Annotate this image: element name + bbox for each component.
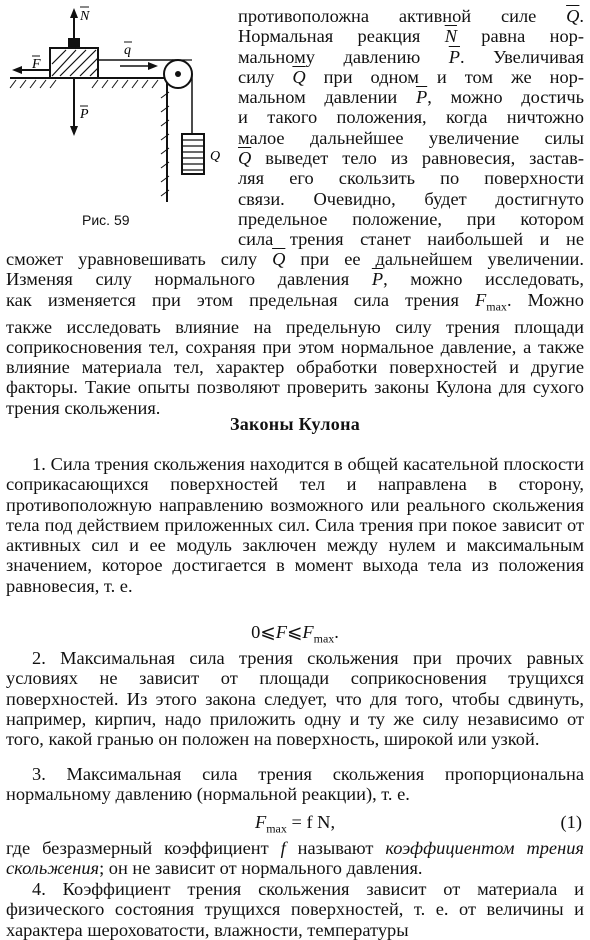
label-f: F — [32, 57, 41, 72]
formula-1: $0⩽F⩽F_{max}$. — [251, 622, 339, 646]
law-3-after: где безразмерный коэффициент f называют коэффициентом трения скольжения; он не зависит от нормального давления. — [6, 838, 584, 879]
figure-caption: Рис. 59 — [82, 212, 130, 228]
section-heading: Законы Кулона — [229, 414, 361, 434]
formula-2: $F_{max} = f$ N, — [254, 812, 336, 836]
formula-2-number: (1) — [560, 812, 582, 832]
label-q-weight: Q — [210, 149, 221, 164]
surface-hatch — [10, 80, 169, 196]
weight-arrowhead — [70, 126, 78, 136]
friction-figure — [2, 2, 227, 208]
label-n: N — [80, 9, 90, 24]
friction-arrowhead — [12, 66, 22, 74]
law-4: 4. Коэффициент трения скольжения зависит от материала и физического состояния трущихся поверхностей, т. е. от величины и характера шероховатости, влажности, температуры — [6, 879, 584, 940]
law-2: 2. Максимальная сила трения скольжения при прочих равных условиях не зависит от площади соприкосновения трущихся поверхностей. Из этого закона следует, что для того, чтобы сдвинуть, например, кирпич, надо приложить одну и ту же силу независимо от того, какой гранью он положен на поверхность, широкой или узкой. — [6, 648, 584, 750]
para-1-rest: сможет уравновешивать силу $\overline{Q}$ при ее дальнейшем увеличении. Изменяя силу нормального давления $\overline{P}$, можно исследовать, как изменяется при этом предельная сила трения $F_{max}$. Можно также исследовать влияние на предельную силу трения площади соприкосновения тел, сохраняя при этом нормальное давление, а также влияние материала тел, характер обработки поверхностей и другие факторы. Такие опыты позволяют проверить законы Кулона для сухого трения скольжения. — [6, 249, 585, 418]
label-p: P — [80, 107, 89, 122]
law-1: 1. Сила трения скольжения находится в общей касательной плоскости соприкасающихся поверхностей тел и направлена в сторону, противоположную направлению возможного или реального скольжения тела под действием приложенных сил. Сила трения при покое зависит от активных сил и ее модуль заключен между нулем и максимальным значением, которое достигается в момент выхода тела из положения равновесия, т. е. — [6, 454, 584, 596]
label-q: q — [124, 43, 131, 58]
wrap-text: противоположна активной силе $\overline{Q}$. Нормальная реакция $\overline{N}$ равна нор- мальному давлению $\overline{P}$. Увеличивая силу $\overline{Q}$ при одном и том же нор- мальном давлении $\overline{P}$, можно достичь и такого положения, когда ничтожно малое дальнейшее увеличение силы $\overline{Q}$ выведет тело из равновесия, застав- ляя его скользить по поверхности связи. Очевидно, будет достигнуто предельное положение, при котором сила трения станет наибольшей и не — [238, 6, 584, 250]
law-3: 3. Максимальная сила трения скольжения пропорциональна нормальному давлению (нормальной реакции), т. е. — [6, 764, 584, 805]
normal-arrowhead — [70, 8, 78, 18]
